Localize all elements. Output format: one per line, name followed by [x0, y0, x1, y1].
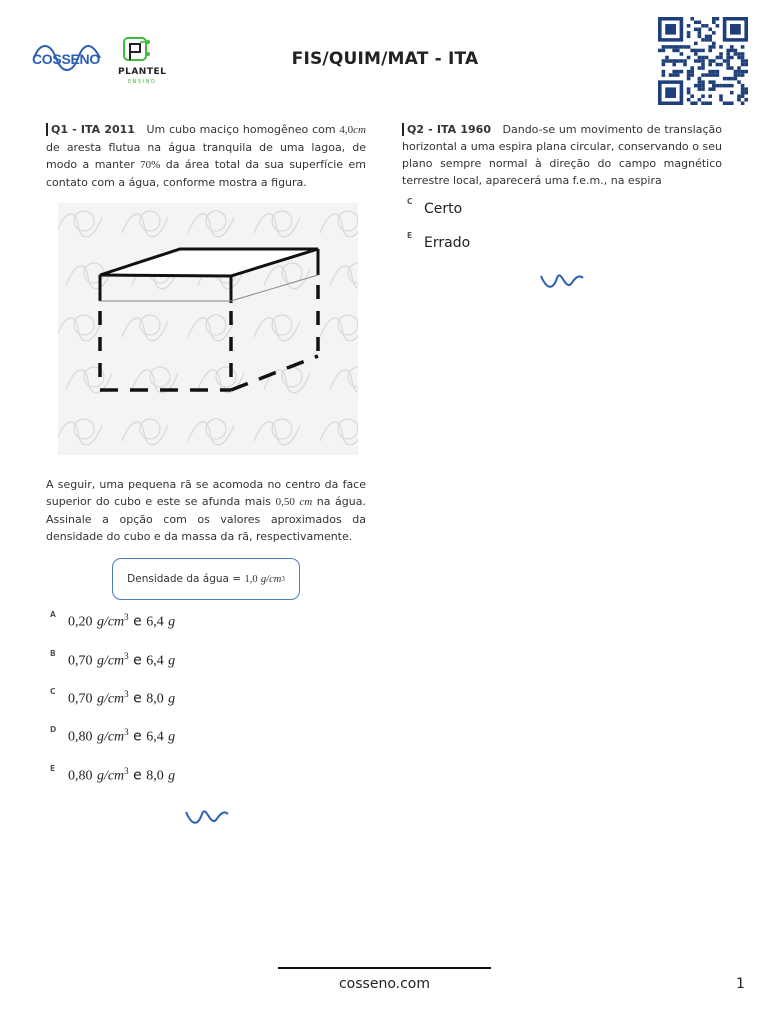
- q1-edge-unit: cm: [353, 124, 366, 136]
- option-value: 0,80 $g/cm^3$ e 6,4 g: [68, 727, 176, 745]
- option-letter: C: [407, 197, 413, 206]
- q1-text-1: Um cubo maciço homogêneo com: [146, 123, 336, 136]
- plantel-logo-subtext: ENSINO: [128, 79, 157, 85]
- option-letter: E: [407, 231, 413, 240]
- cube-figure: [58, 203, 358, 455]
- q1-sink-unit: cm: [299, 496, 313, 508]
- q1-statement-2: [46, 476, 366, 545]
- option-label: Errado: [424, 235, 471, 251]
- density-label: Densidade da água =: [127, 573, 242, 585]
- q1-sink-value: 0,50: [275, 496, 295, 508]
- option-letter: D: [50, 725, 57, 734]
- cosseno-logo-text: COSSENO: [32, 51, 100, 67]
- option-value: 0,20 $g/cm^3$ e 6,4 g: [68, 612, 176, 630]
- q1-edge-value: 4,0: [339, 124, 354, 136]
- option-value: 0,80 $g/cm^3$ e 8,0 g: [68, 766, 176, 784]
- plantel-logo: [114, 36, 170, 86]
- q1-p2-text-b: na água. Assinale a opção com os valores aproximados da densidade do cubo e da massa da rã, respectivamente.: [46, 495, 366, 543]
- q1-text-2: de aresta flutua na água tranquila de uma lagoa, de modo a manter: [46, 141, 366, 171]
- q1-statement: [46, 121, 366, 191]
- option-label: Certo: [424, 201, 463, 217]
- density-unit: g/cm: [260, 573, 282, 585]
- separator-wave-icon: [184, 806, 230, 826]
- option-letter: C: [50, 687, 56, 696]
- q1-header: Q1 - ITA 2011: [46, 123, 135, 136]
- watermark-pattern: [58, 211, 358, 445]
- option-value: 0,70 $g/cm^3$ e 8,0 g: [68, 689, 176, 707]
- q2-header: Q2 - ITA 1960: [402, 123, 491, 136]
- q1-percent-value: 70: [140, 159, 152, 171]
- q2-text: Dando-se um movimento de translação horizontal a uma espira plana circular, conservando o seu plano sempre normal à direção do campo magnético terrestre local, aparecerá uma f.e.m., na espira: [402, 123, 722, 187]
- option-letter: E: [50, 764, 56, 773]
- q1-p2-text-a: A seguir, uma pequena rã se acomoda no centro da face superior do cubo e este se afunda mais: [46, 478, 366, 508]
- q1-percent-sign: %: [151, 159, 161, 171]
- footer-site-link[interactable]: cosseno.com: [338, 976, 430, 992]
- document-title: FIS/QUIM/MAT - ITA: [291, 49, 479, 69]
- q2-statement: [402, 121, 722, 189]
- q1-text-3: da área total da sua superfície em contato com a água, conforme mostra a figura.: [46, 158, 366, 189]
- qr-code[interactable]: [658, 17, 748, 105]
- separator-wave-icon: [539, 270, 585, 290]
- footer-divider: [278, 967, 491, 969]
- density-exponent: 3: [281, 575, 285, 583]
- option-letter: B: [50, 649, 56, 658]
- page-number: 1: [736, 976, 745, 992]
- water-density-note: [112, 558, 300, 600]
- density-value: 1,0: [244, 573, 258, 585]
- cosseno-logo: [30, 38, 104, 78]
- plantel-logo-text: PLANTEL: [118, 67, 167, 77]
- option-letter: A: [50, 610, 56, 619]
- option-value: 0,70 $g/cm^3$ e 6,4 g: [68, 651, 176, 669]
